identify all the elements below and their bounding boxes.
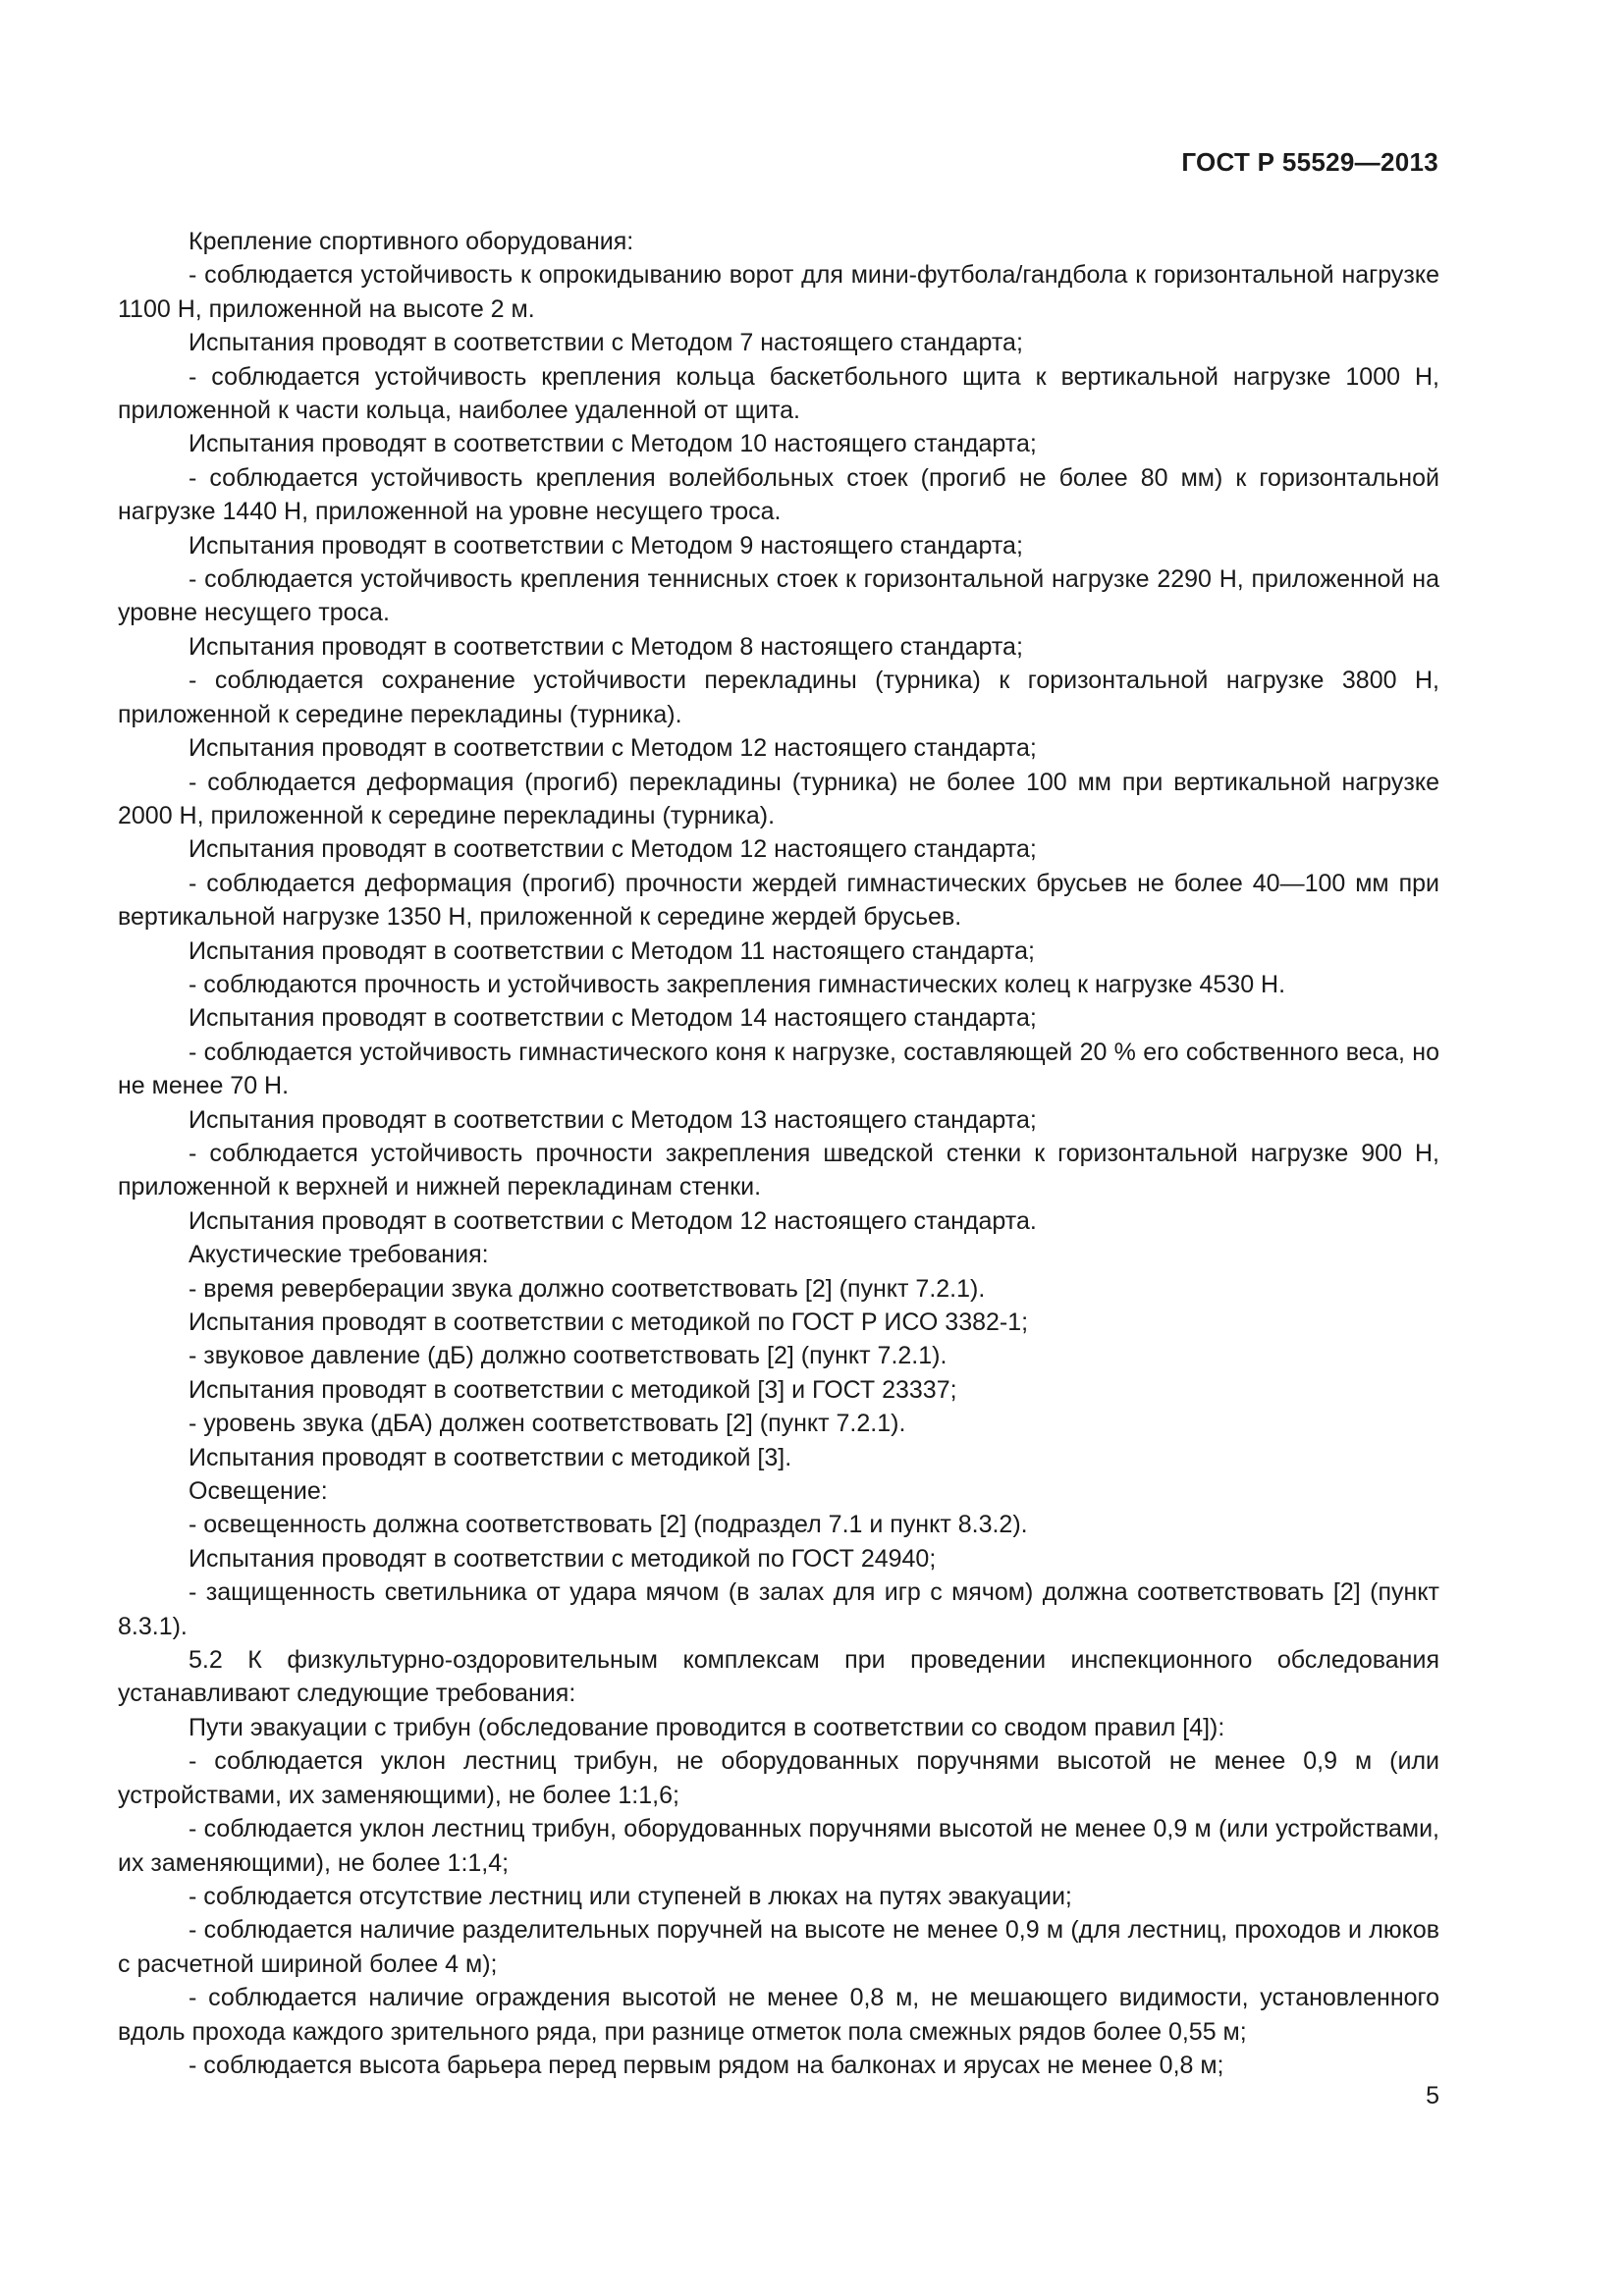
paragraph: - соблюдается устойчивость прочности закрепления шведской стенки к горизонтальной нагрузке 900 Н, приложенной к верхней и нижней перекладинам стенки. bbox=[118, 1139, 1439, 1201]
paragraph: - соблюдается наличие ограждения высотой не менее 0,8 м, не мешающего видимости, установленного вдоль прохода каждого зрительного ряда, при разнице отметок пола смежных рядов более 0,55 м; bbox=[118, 1984, 1439, 2046]
paragraph: - соблюдается уклон лестниц трибун, оборудованных поручнями высотой не менее 0,9 м (или устройствами, их заменяющими), не более 1:1,4; bbox=[118, 1815, 1439, 1877]
paragraph: - соблюдается устойчивость гимнастического коня к нагрузке, составляющей 20 % его собственного веса, но не менее 70 Н. bbox=[118, 1038, 1439, 1100]
paragraph: Испытания проводят в соответствии с методикой по ГОСТ 24940; bbox=[189, 1544, 937, 1573]
paragraph: - соблюдается устойчивость крепления теннисных стоек к горизонтальной нагрузке 2290 Н, приложенной на уровне несущего троса. bbox=[118, 565, 1439, 627]
paragraph: Испытания проводят в соответствии с Методом 12 настоящего стандарта. bbox=[189, 1206, 1037, 1235]
paragraph: Пути эвакуации с трибун (обследование проводится в соответствии со сводом правил [4]): bbox=[189, 1713, 1225, 1741]
paragraph: - соблюдается уклон лестниц трибун, не оборудованных поручнями высотой не менее 0,9 м (или устройствами, их заменяющими), не более 1:1,6; bbox=[118, 1747, 1439, 1809]
document-id-header: ГОСТ Р 55529—2013 bbox=[1181, 147, 1438, 177]
paragraph: Испытания проводят в соответствии с Методом 12 настоящего стандарта; bbox=[189, 734, 1037, 763]
paragraph: Акустические требования: bbox=[189, 1241, 489, 1269]
paragraph: Испытания проводят в соответствии с Методом 10 настоящего стандарта; bbox=[189, 430, 1037, 458]
paragraph: Испытания проводят в соответствии с Методом 14 настоящего стандарта; bbox=[189, 1004, 1037, 1033]
paragraph: - соблюдается наличие разделительных поручней на высоте не менее 0,9 м (для лестниц, проходов и люков с расчетной шириной более 4 м); bbox=[118, 1916, 1439, 1978]
paragraph: Испытания проводят в соответствии с Методом 9 настоящего стандарта; bbox=[189, 531, 1023, 560]
paragraph: Испытания проводят в соответствии с Методом 12 настоящего стандарта; bbox=[189, 835, 1037, 864]
paragraph: - освещенность должна соответствовать [2] (подраздел 7.1 и пункт 8.3.2). bbox=[189, 1511, 1028, 1539]
paragraph: - уровень звука (дБА) должен соответствовать [2] (пункт 7.2.1). bbox=[189, 1410, 906, 1438]
paragraph: Крепление спортивного оборудования: bbox=[189, 228, 634, 255]
paragraph: - соблюдается отсутствие лестниц или ступеней в люках на путях эвакуации; bbox=[189, 1882, 1072, 1910]
paragraph: - время реверберации звука должно соответствовать [2] (пункт 7.2.1). bbox=[189, 1274, 986, 1303]
paragraph: - соблюдается устойчивость крепления кольца баскетбольного щита к вертикальной нагрузке 1000 Н, приложенной к части кольца, наиболее удаленной от щита. bbox=[118, 362, 1439, 425]
paragraph: 5.2 К физкультурно-оздоровительным комплексам при проведении инспекционного обследования устанавливают следующие требования: bbox=[118, 1646, 1439, 1708]
paragraph: - соблюдается деформация (прогиб) перекладины (турника) не более 100 мм при вертикальной нагрузке 2000 Н, приложенной к середине перекладины (турника). bbox=[118, 768, 1439, 829]
paragraph: Испытания проводят в соответствии с Методом 8 настоящего стандарта; bbox=[189, 632, 1023, 661]
paragraph: - соблюдается высота барьера перед первым рядом на балконах и ярусах не менее 0,8 м; bbox=[189, 2051, 1224, 2079]
paragraph: Испытания проводят в соответствии с методикой [3]. bbox=[189, 1443, 792, 1471]
paragraph: - соблюдается устойчивость к опрокидыванию ворот для мини-футбола/гандбола к горизонтальной нагрузке 1100 Н, приложенной на высоте 2 м. bbox=[118, 261, 1439, 323]
body-text bbox=[118, 225, 1439, 2082]
paragraph: - защищенность светильника от удара мячом (в залах для игр с мячом) должна соответствовать [2] (пункт 8.3.1). bbox=[118, 1578, 1439, 1640]
paragraph: Освещение: bbox=[189, 1477, 328, 1506]
paragraph: - соблюдается устойчивость крепления волейбольных стоек (прогиб не более 80 мм) к горизонтальной нагрузке 1440 Н, приложенной на уровне несущего троса. bbox=[118, 463, 1439, 526]
paragraph: Испытания проводят в соответствии с Методом 7 настоящего стандарта; bbox=[189, 329, 1023, 357]
paragraph: - звуковое давление (дБ) должно соответствовать [2] (пункт 7.2.1). bbox=[189, 1342, 947, 1370]
paragraph: Испытания проводят в соответствии с методикой [3] и ГОСТ 23337; bbox=[189, 1375, 957, 1404]
paragraph: - соблюдается сохранение устойчивости перекладины (турника) к горизонтальной нагрузке 3800 Н, приложенной к середине перекладины (турника). bbox=[118, 667, 1439, 728]
paragraph: Испытания проводят в соответствии с методикой по ГОСТ Р ИСО 3382-1; bbox=[189, 1308, 1029, 1336]
paragraph: Испытания проводят в соответствии с Методом 11 настоящего стандарта; bbox=[189, 936, 1035, 965]
paragraph: - соблюдаются прочность и устойчивость закрепления гимнастических колец к нагрузке 4530 Н. bbox=[189, 970, 1286, 998]
page-number: 5 bbox=[1426, 2082, 1439, 2109]
paragraph: Испытания проводят в соответствии с Методом 13 настоящего стандарта; bbox=[189, 1105, 1037, 1134]
paragraph: - соблюдается деформация (прогиб) прочности жердей гимнастических брусьев не более 40—100 мм при вертикальной нагрузке 1350 Н, приложенной к середине жердей брусьев. bbox=[118, 869, 1439, 932]
